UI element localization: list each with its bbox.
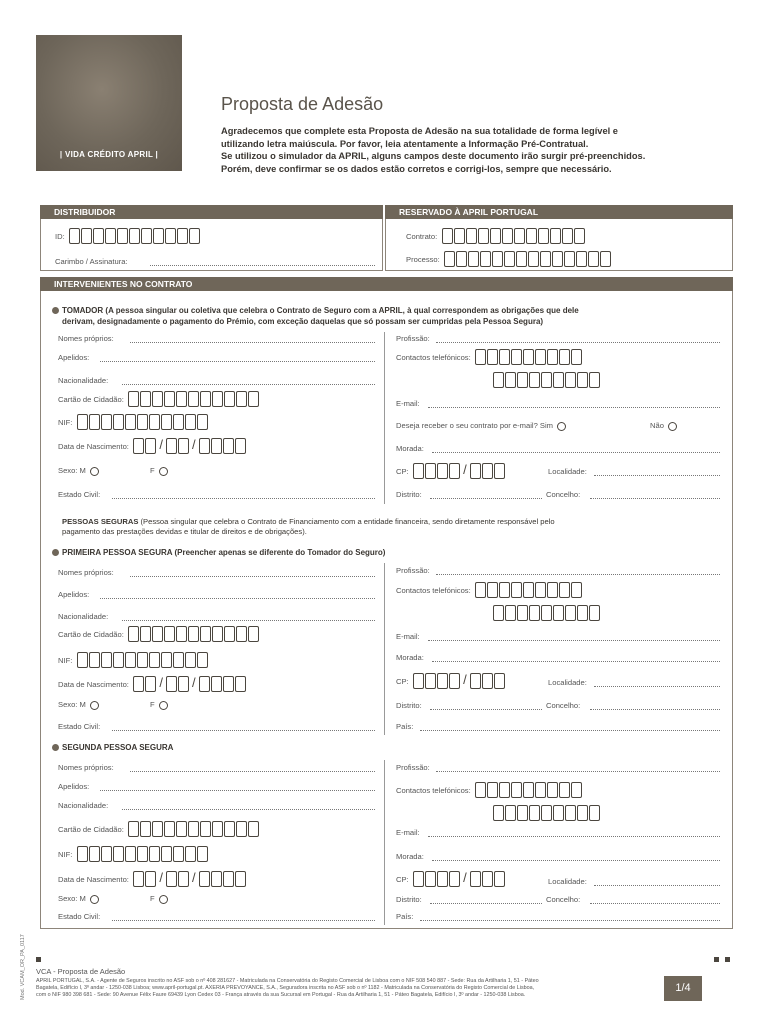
tomador-nacionalidade-label: Nacionalidade:	[58, 376, 109, 385]
segunda-distrito-label: Distrito:	[396, 895, 422, 904]
primeira-nomes-input[interactable]	[130, 576, 375, 577]
tomador-estado-input[interactable]	[112, 498, 375, 499]
segunda-pais-input[interactable]	[420, 920, 720, 921]
primeira-nascimento-field[interactable]: Data de Nascimento: / /	[58, 674, 246, 692]
tomador-morada-label: Morada:	[396, 444, 424, 453]
tomador-localidade-label: Localidade:	[548, 467, 587, 476]
segunda-apelidos-input[interactable]	[100, 790, 375, 791]
segunda-cp-field[interactable]: CP: /	[396, 869, 505, 887]
tomador-email-label: E-mail:	[396, 399, 420, 408]
footer-mark-right-1	[714, 957, 719, 962]
primeira-contactos-field[interactable]: Contactos telefónicos:	[396, 580, 582, 598]
segunda-sexo-f[interactable]: F	[150, 894, 168, 904]
processo-field[interactable]: Processo:	[406, 249, 611, 267]
segunda-nif-field[interactable]: NIF:	[58, 844, 208, 862]
segunda-contactos-field-2[interactable]	[493, 803, 600, 821]
carimbo-line[interactable]	[150, 265, 375, 266]
tomador-estado-label: Estado Civil:	[58, 490, 101, 499]
primeira-contactos-field-2[interactable]	[493, 603, 600, 621]
page-title: Proposta de Adesão	[221, 94, 384, 114]
primeira-cp-field[interactable]: CP: /	[396, 671, 505, 689]
tomador-email-nao[interactable]: Não	[650, 421, 677, 431]
primeira-nif-field[interactable]: NIF:	[58, 650, 208, 668]
primeira-morada-label: Morada:	[396, 653, 424, 662]
primeira-pais-input[interactable]	[420, 730, 720, 731]
tomador-morada-input[interactable]	[432, 452, 720, 453]
segunda-morada-label: Morada:	[396, 852, 424, 861]
tomador-concelho-label: Concelho:	[546, 490, 581, 499]
primeira-title: PRIMEIRA PESSOA SEGURA (Preencher apenas se diferente do Tomador do Seguro)	[52, 548, 385, 557]
primeira-nacionalidade-label: Nacionalidade:	[58, 612, 109, 621]
primeira-estado-label: Estado Civil:	[58, 722, 101, 731]
contrato-field[interactable]: Contrato:	[406, 226, 585, 244]
segunda-cartao-field[interactable]: Cartão de Cidadão:	[58, 819, 259, 837]
tomador-contactos-field[interactable]: Contactos telefónicos:	[396, 347, 582, 365]
brand-logo-text: | VIDA CRÉDITO APRIL |	[59, 150, 159, 159]
pessoas-seguras-note: PESSOAS SEGURAS (Pessoa singular que celebra o Contrato de Financiamento com a entidade financeira, sendo diretamente responsável pelo pagamento das prestações devidas e titular de direitos e de obrigações).	[62, 517, 555, 536]
footer-mark-right-2	[725, 957, 730, 962]
tomador-nomes-label: Nomes próprios:	[58, 334, 114, 343]
primeira-email-label: E-mail:	[396, 632, 420, 641]
segunda-nacionalidade-label: Nacionalidade:	[58, 801, 109, 810]
segunda-pais-label: País:	[396, 912, 414, 921]
primeira-estado-input[interactable]	[112, 730, 375, 731]
primeira-column-divider	[384, 563, 385, 735]
primeira-nacionalidade-input[interactable]	[122, 620, 375, 621]
tomador-email-input[interactable]	[428, 407, 720, 408]
tomador-cartao-field[interactable]: Cartão de Cidadão:	[58, 389, 259, 407]
primeira-distrito-label: Distrito:	[396, 701, 422, 710]
primeira-pais-label: País:	[396, 722, 414, 731]
tomador-sexo-m[interactable]: Sexo: M	[58, 466, 99, 476]
tomador-nomes-input[interactable]	[130, 342, 375, 343]
distribuidor-id-field[interactable]: ID:	[55, 226, 200, 244]
tomador-distrito-label: Distrito:	[396, 490, 422, 499]
segunda-sexo-m[interactable]: Sexo: M	[58, 894, 99, 904]
primeira-email-input[interactable]	[428, 640, 720, 641]
segunda-localidade-input[interactable]	[594, 885, 720, 886]
segunda-apelidos-label: Apelidos:	[58, 782, 90, 791]
segunda-email-input[interactable]	[428, 836, 720, 837]
primeira-apelidos-input[interactable]	[100, 598, 375, 599]
tomador-localidade-input[interactable]	[594, 475, 720, 476]
primeira-cartao-field[interactable]: Cartão de Cidadão:	[58, 624, 259, 642]
primeira-profissao-label: Profissão:	[396, 566, 430, 575]
primeira-sexo-m[interactable]: Sexo: M	[58, 700, 99, 710]
intro-text: Agradecemos que complete esta Proposta de Adesão na sua totalidade de forma legível e utilizando letra maiúscula. Por favor, leia atentamente a Informação Pré-Contratual. Se utilizou o simulador da APRIL, alguns campos deste documento irão surgir pré-preenchidos. Porém, deve confirmar se os dados estão corretos e corrigi-los, sempre que necessário.	[221, 126, 646, 174]
segunda-contactos-field[interactable]: Contactos telefónicos:	[396, 780, 582, 798]
tomador-cp-field[interactable]: CP: /	[396, 461, 505, 479]
reservado-header: RESERVADO À APRIL PORTUGAL	[385, 205, 733, 219]
carimbo-label: Carimbo / Assinatura:	[55, 257, 128, 266]
segunda-profissao-label: Profissão:	[396, 763, 430, 772]
tomador-column-divider	[384, 332, 385, 504]
tomador-sexo-f[interactable]: F	[150, 466, 168, 476]
segunda-estado-label: Estado Civil:	[58, 912, 101, 921]
segunda-profissao-input[interactable]	[436, 771, 720, 772]
tomador-email-sim[interactable]: Deseja receber o seu contrato por e-mail? Sim	[396, 421, 566, 431]
primeira-morada-input[interactable]	[432, 661, 720, 662]
segunda-localidade-label: Localidade:	[548, 877, 587, 886]
segunda-concelho-label: Concelho:	[546, 895, 581, 904]
primeira-nomes-label: Nomes próprios:	[58, 568, 114, 577]
primeira-concelho-input[interactable]	[590, 709, 720, 710]
tomador-distrito-input[interactable]	[430, 498, 542, 499]
primeira-apelidos-label: Apelidos:	[58, 590, 90, 599]
segunda-estado-input[interactable]	[112, 920, 375, 921]
tomador-apelidos-input[interactable]	[100, 361, 375, 362]
segunda-column-divider	[384, 760, 385, 925]
footer-legal-text: APRIL PORTUGAL, S.A. - Agente de Seguros inscrito no ASF sob o nº 408 281627 - Matriculada na Conservatória do Registo Comercial de Lisboa com o NIF 508 540 887 - Sede: Rua da Artilharia 1, 51 - Páteo Bagatela, Edifício I, 3º andar - 1250-038 Lisboa; www.april-portugal.pt. AXERIA PREVOYANCE, S.A., Seguradora inscrita no ASF sob o nº 1182 - Matriculada na Conservatória do Registo Comercial de Lisboa, com o NIF 980 398 681 - Sede: 90 Avenue Félix Faure 69439 Lyon Cedex 03 - França através da sua Sucursal em Portugal - Rua da Artilharia 1, 51 - Páteo Bagatela, Edifício I, 3º andar - 1250-038 Lisboa.	[36, 978, 539, 998]
tomador-nacionalidade-input[interactable]	[122, 384, 375, 385]
footer-mark-left	[36, 957, 41, 962]
primeira-concelho-label: Concelho:	[546, 701, 581, 710]
page-number: 1/4	[664, 976, 702, 1001]
primeira-localidade-input[interactable]	[594, 686, 720, 687]
segunda-distrito-input[interactable]	[430, 903, 542, 904]
primeira-distrito-input[interactable]	[430, 709, 542, 710]
segunda-nascimento-field[interactable]: Data de Nascimento: / /	[58, 869, 246, 887]
segunda-title: SEGUNDA PESSOA SEGURA	[52, 743, 173, 752]
segunda-concelho-input[interactable]	[590, 903, 720, 904]
tomador-apelidos-label: Apelidos:	[58, 353, 90, 362]
primeira-sexo-f[interactable]: F	[150, 700, 168, 710]
tomador-title: TOMADOR (A pessoa singular ou coletiva que celebra o Contrato de Seguro com a APRIL, à qual correspondem as obrigações que dele derivam, designadamente o pagamento do Prémio, com exceção daquelas que só possam ser cumpridas pela Pessoa Segura)	[52, 305, 732, 327]
segunda-nacionalidade-input[interactable]	[122, 809, 375, 810]
segunda-morada-input[interactable]	[432, 860, 720, 861]
form-model-code: Mod. VCAM_OR_PA_0117	[20, 934, 26, 1000]
tomador-profissao-input[interactable]	[436, 342, 720, 343]
footer-doc-name: VCA - Proposta de Adesão	[36, 967, 126, 976]
intervenientes-header: INTERVENIENTES NO CONTRATO	[40, 277, 733, 291]
segunda-email-label: E-mail:	[396, 828, 420, 837]
tomador-nascimento-field[interactable]: Data de Nascimento: / /	[58, 436, 246, 454]
distribuidor-header: DISTRIBUIDOR	[40, 205, 383, 219]
tomador-profissao-label: Profissão:	[396, 334, 430, 343]
tomador-nif-field[interactable]: NIF:	[58, 412, 208, 430]
segunda-nomes-label: Nomes próprios:	[58, 763, 114, 772]
primeira-localidade-label: Localidade:	[548, 678, 587, 687]
tomador-concelho-input[interactable]	[590, 498, 720, 499]
primeira-profissao-input[interactable]	[436, 574, 720, 575]
segunda-nomes-input[interactable]	[130, 771, 375, 772]
tomador-contactos-field-2[interactable]	[493, 370, 600, 388]
